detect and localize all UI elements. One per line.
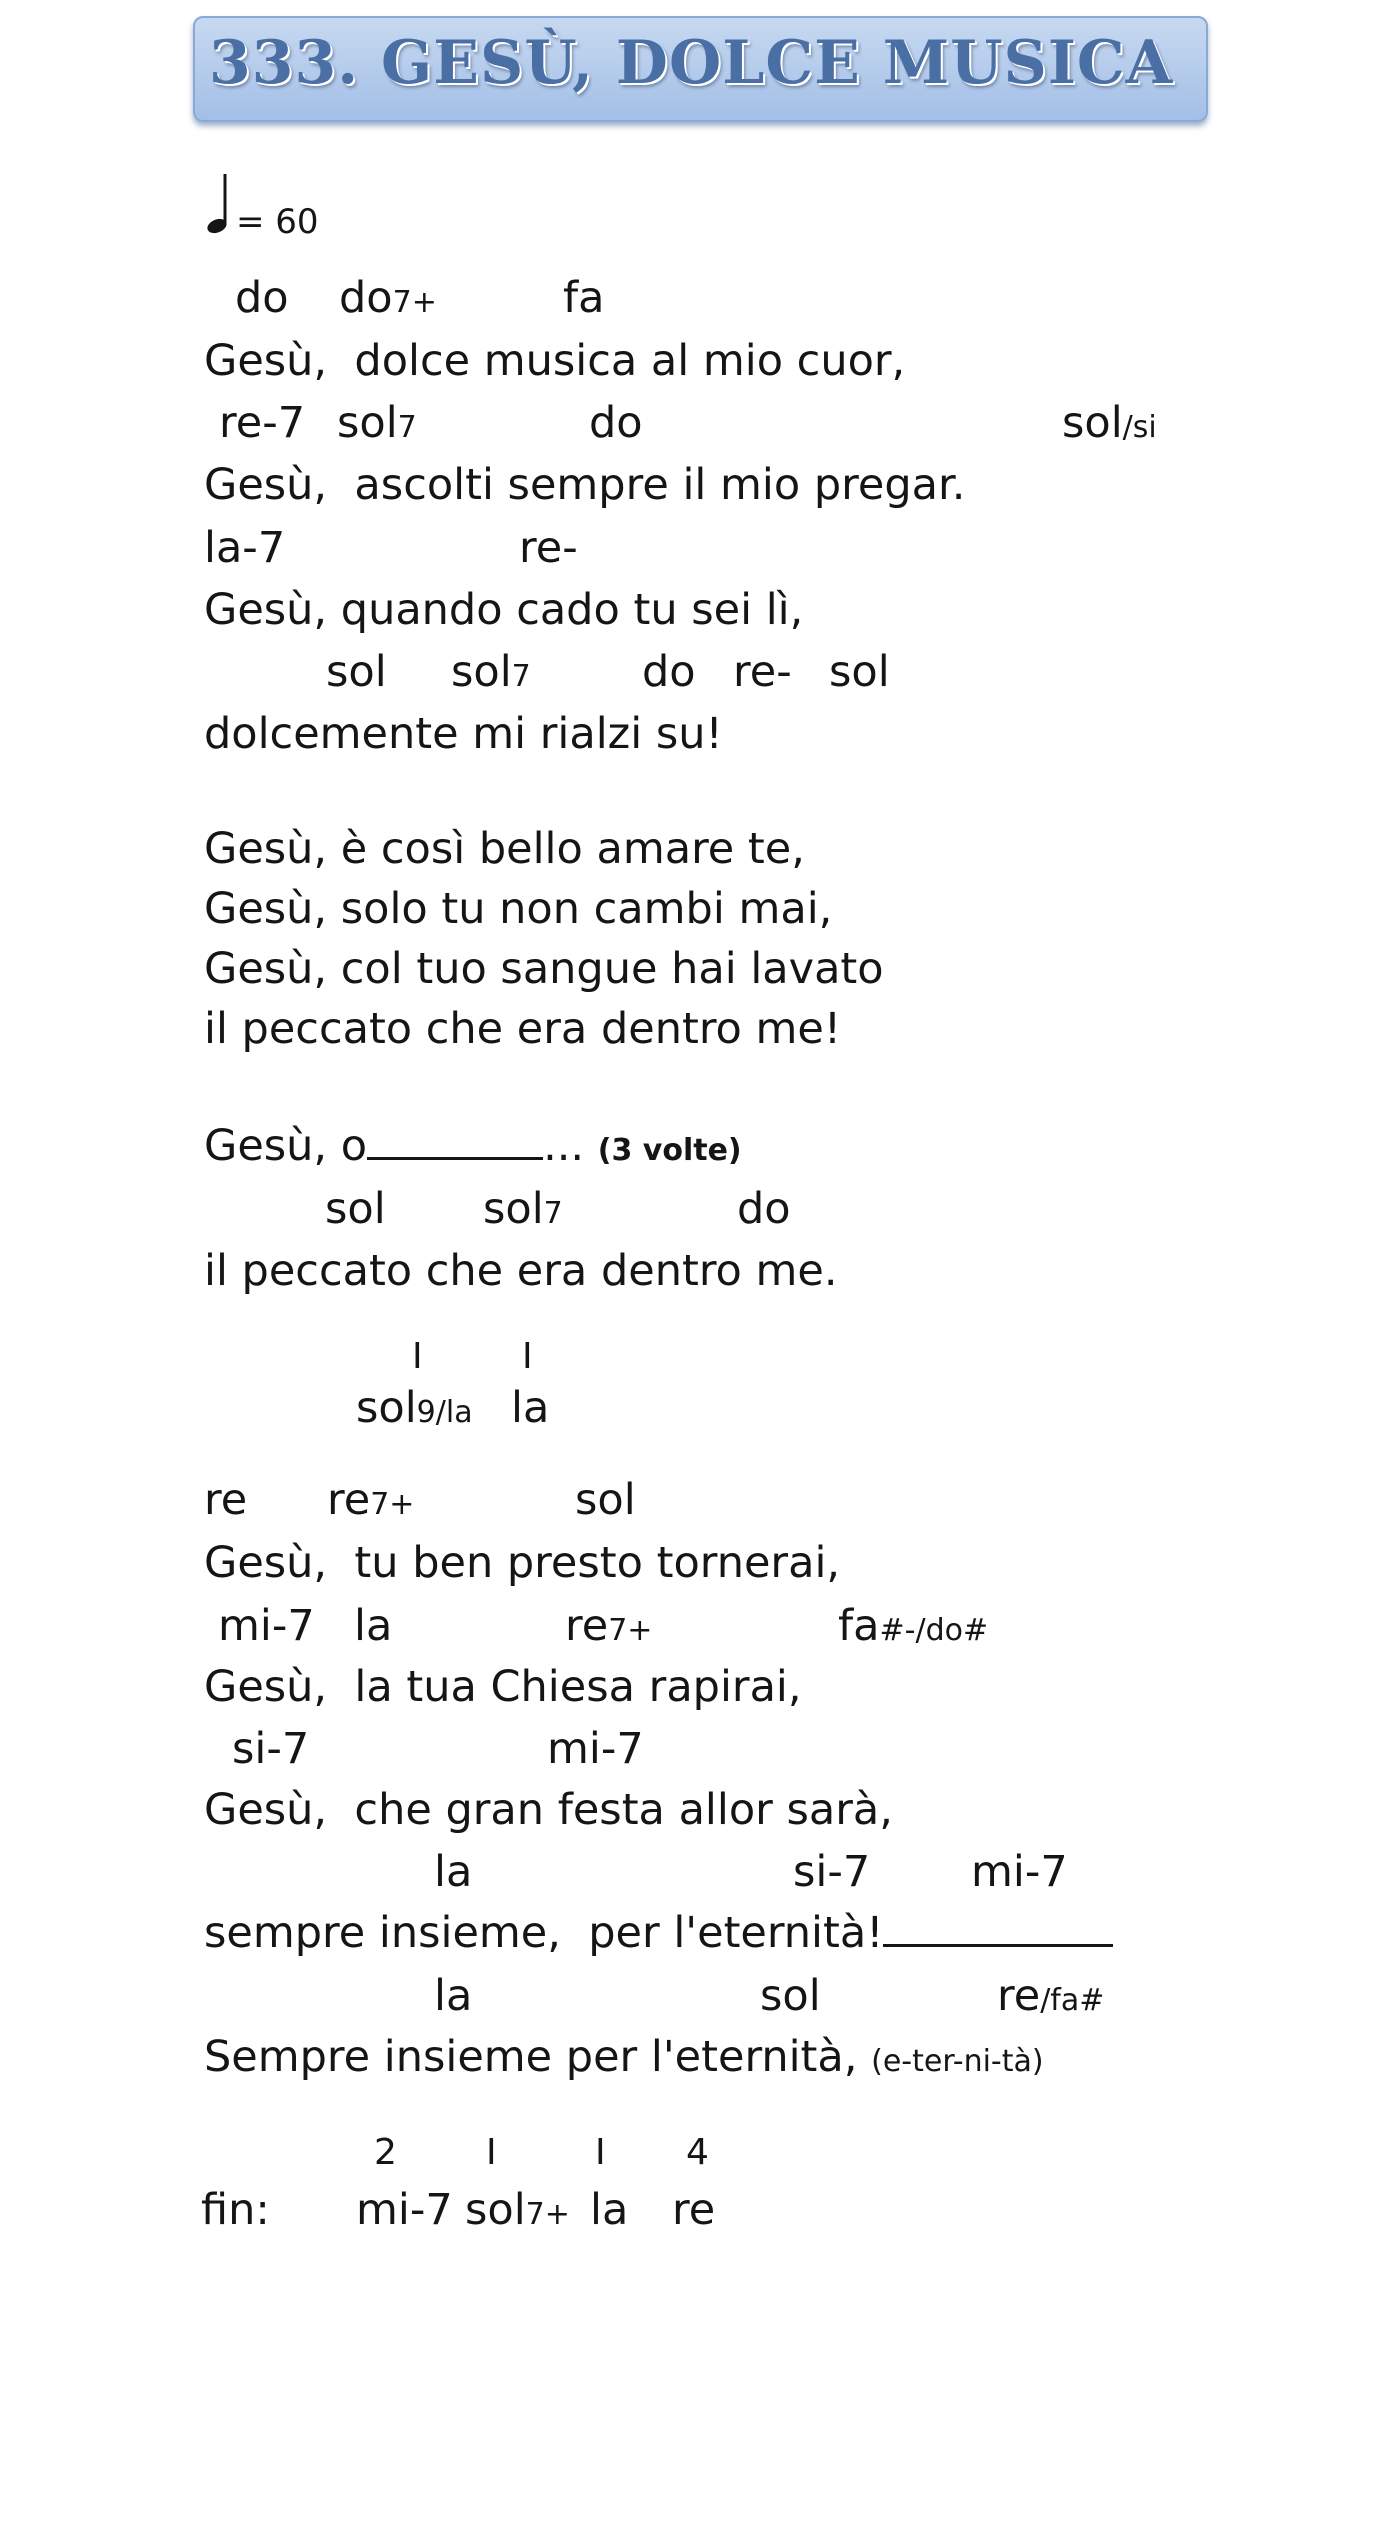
chord-root: sol	[1062, 398, 1123, 448]
chord	[339, 272, 437, 329]
lyric-line-4: dolcemente mi rialzi su!	[204, 709, 723, 759]
chord-suffix: 7	[397, 410, 417, 445]
lyric-line-13: Gesù, che gran festa allor sarà,	[204, 1785, 893, 1835]
chord: sol	[760, 1971, 821, 2021]
chord	[465, 2184, 570, 2241]
lyric-line-6: Gesù, solo tu non cambi mai,	[204, 884, 833, 934]
chord: mi-7	[547, 1724, 644, 1774]
tempo-marking: = 60	[236, 202, 319, 242]
chord	[451, 646, 531, 703]
chord-root: re	[997, 1971, 1041, 2021]
chord: mi-7	[356, 2185, 453, 2235]
lyric-line-5: Gesù, è così bello amare te,	[204, 824, 805, 874]
chord: fa	[563, 273, 605, 323]
chord	[327, 1474, 414, 1531]
chord-root: re	[327, 1475, 371, 1525]
beat-count: I	[595, 2132, 606, 2173]
chord	[565, 1600, 652, 1657]
fin-label: fin:	[201, 2185, 270, 2235]
lyric-line-11: Gesù, tu ben presto tornerai,	[204, 1538, 841, 1588]
chord-root: do	[339, 273, 393, 323]
chord	[356, 1382, 473, 1439]
chord: mi-7	[971, 1847, 1068, 1897]
quarter-note-icon	[205, 172, 235, 234]
chord	[997, 1970, 1104, 2027]
chord-suffix: 7+	[608, 1613, 653, 1648]
repeat-note: (3 volte)	[597, 1133, 742, 1168]
chord-suffix: /fa#	[1040, 1983, 1105, 2018]
lyric-text: Gesù, dolce musica al mio cuor,	[204, 336, 906, 386]
chord	[337, 397, 417, 454]
chord: re	[204, 1475, 248, 1525]
blank-line	[367, 1127, 543, 1160]
lyric-line-3: Gesù, quando cado tu sei lì,	[204, 585, 804, 635]
beat-count: I	[522, 1336, 533, 1377]
chord-suffix: 7	[543, 1196, 563, 1231]
chord	[1062, 397, 1157, 454]
beat-count: 2	[374, 2132, 397, 2173]
chord: mi-7	[218, 1601, 315, 1651]
chord-suffix: 7+	[525, 2197, 570, 2232]
chord-root: re	[565, 1601, 609, 1651]
chord: re-	[519, 523, 578, 573]
beat-count: 4	[686, 2132, 709, 2173]
lyric-line-14	[204, 1907, 1113, 1959]
chord	[483, 1183, 563, 1240]
chord: re	[672, 2185, 716, 2235]
chord: do	[642, 647, 696, 697]
chord-root: sol	[465, 2185, 526, 2235]
syllable-note: (e-ter-ni-tà)	[871, 2044, 1044, 2079]
lyric-line-7: Gesù, col tuo sangue hai lavato	[204, 944, 884, 994]
chord-suffix: /si	[1122, 410, 1157, 445]
beat-count: I	[412, 1336, 423, 1377]
chord-line-1	[235, 272, 289, 324]
lyric-text: Gesù, o	[204, 1121, 368, 1171]
chord-suffix: 7+	[392, 285, 437, 320]
chord: re-	[733, 647, 792, 697]
chord: sol	[575, 1475, 636, 1525]
chord: la	[434, 1847, 473, 1897]
chord: sol	[325, 1184, 386, 1234]
chord-root: sol	[356, 1383, 417, 1433]
chord	[838, 1600, 988, 1657]
chord: la-7	[204, 523, 286, 573]
chord: si-7	[232, 1724, 310, 1774]
chord: la	[590, 2185, 629, 2235]
lyric-line-12: Gesù, la tua Chiesa rapirai,	[204, 1662, 802, 1712]
ellipsis: ...	[543, 1121, 585, 1171]
chord: la	[511, 1383, 550, 1433]
lyric-line-9	[204, 1120, 742, 1177]
lyric-line-8: il peccato che era dentro me!	[204, 1004, 842, 1054]
blank-line	[883, 1914, 1113, 1947]
chord-suffix: 7	[511, 659, 531, 694]
chord: do	[737, 1184, 791, 1234]
chord: si-7	[793, 1847, 871, 1897]
chord-root: sol	[451, 647, 512, 697]
chord: la	[434, 1971, 473, 2021]
lyric-line-2: Gesù, ascolti sempre il mio pregar.	[204, 460, 966, 510]
chord: la	[354, 1601, 393, 1651]
chord-root: sol	[337, 398, 398, 448]
lyric-text: sempre insieme, per l'eternità!	[204, 1908, 884, 1958]
chord-root: sol	[483, 1184, 544, 1234]
beat-count: I	[486, 2132, 497, 2173]
page-title: 333. GESÙ, DOLCE MUSICA	[209, 28, 1174, 98]
chord-suffix: 9/la	[416, 1395, 473, 1430]
lyric-line-15	[204, 2031, 1044, 2088]
chord: sol	[829, 647, 890, 697]
lyric-line-10: il peccato che era dentro me.	[204, 1246, 838, 1296]
chord: do	[589, 398, 643, 448]
chord: re-7	[219, 398, 306, 448]
lyric-text: Sempre insieme per l'eternità,	[204, 2032, 858, 2082]
chord-root: fa	[838, 1601, 880, 1651]
chord-suffix: #-/do#	[879, 1613, 989, 1648]
lyric-line-1	[204, 335, 905, 387]
chord: do	[235, 273, 289, 323]
chord: sol	[326, 647, 387, 697]
chord-suffix: 7+	[370, 1487, 415, 1522]
